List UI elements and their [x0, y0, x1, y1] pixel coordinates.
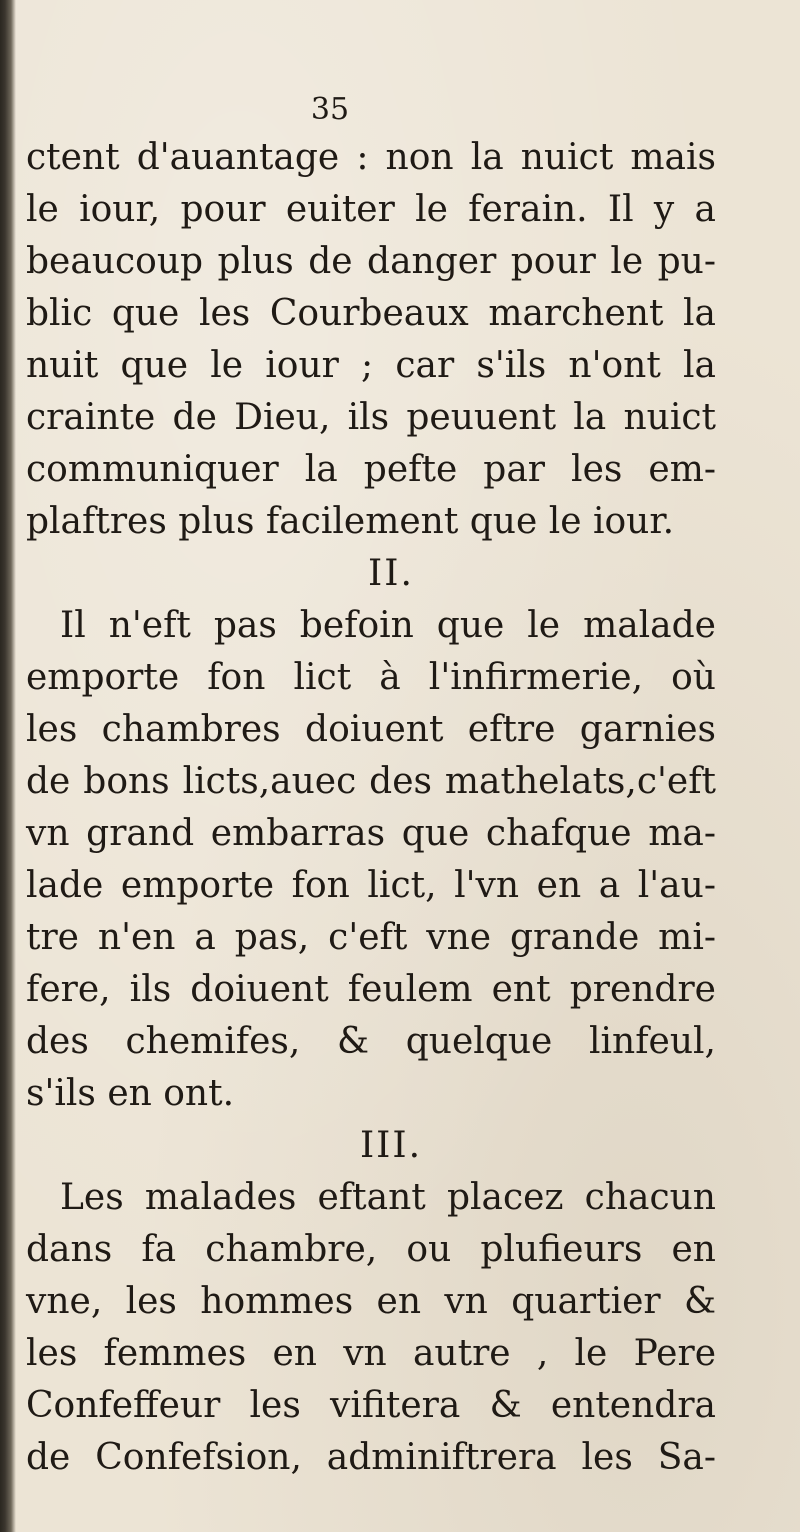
text-line: dans fa chambre, ou plufieurs en	[26, 1229, 716, 1270]
text-line: nuit que le iour ; car s'ils n'ont la	[26, 345, 716, 386]
text-line: Les malades eftant placez chacun	[60, 1177, 716, 1218]
text-line: emporte fon lict à l'infirmerie, où	[26, 657, 716, 698]
text-line: s'ils en ont.	[26, 1073, 235, 1114]
text-line: des chemifes, & quelque linfeul,	[26, 1021, 716, 1062]
text-line: crainte de Dieu, ils peuuent la nuict	[26, 397, 716, 438]
text-line: de bons licts,auec des mathelats,c'eft	[26, 761, 716, 802]
text-line: fere, ils doiuent feulem ent prendre	[26, 969, 716, 1010]
text-line: Confeffeur les vifitera & entendra	[26, 1385, 716, 1426]
body-text	[26, 132, 716, 1484]
text-line: blic que les Courbeaux marchent la	[26, 293, 716, 334]
text-line: vne, les hommes en vn quartier &	[26, 1281, 716, 1322]
page-number: 35	[310, 92, 350, 127]
text-line: communiquer la pefte par les em-	[26, 449, 716, 490]
text-line: beaucoup plus de danger pour le pu-	[26, 241, 716, 282]
text-line: de Confefsion, adminiftrera les Sa-	[26, 1437, 716, 1478]
text-line: tre n'en a pas, c'eft vne grande mi-	[26, 917, 716, 958]
text-line: le iour, pour euiter le ferain. Il y a	[26, 189, 716, 230]
text-line: les femmes en vn autre , le Pere	[26, 1333, 716, 1374]
text-line: les chambres doiuent eftre garnies	[26, 709, 716, 750]
section-heading-iii: III.	[359, 1125, 423, 1166]
text-line: ctent d'auantage : non la nuict mais	[26, 137, 716, 178]
page-gutter-shadow	[0, 0, 16, 1532]
text-line: plaftres plus facilement que le iour.	[26, 501, 675, 542]
text-line: vn grand embarras que chafque ma-	[26, 813, 716, 854]
section-heading-ii: II.	[368, 553, 414, 594]
text-line: lade emporte fon lict, l'vn en a l'au-	[26, 865, 716, 906]
text-line: Il n'eft pas befoin que le malade	[60, 605, 716, 646]
